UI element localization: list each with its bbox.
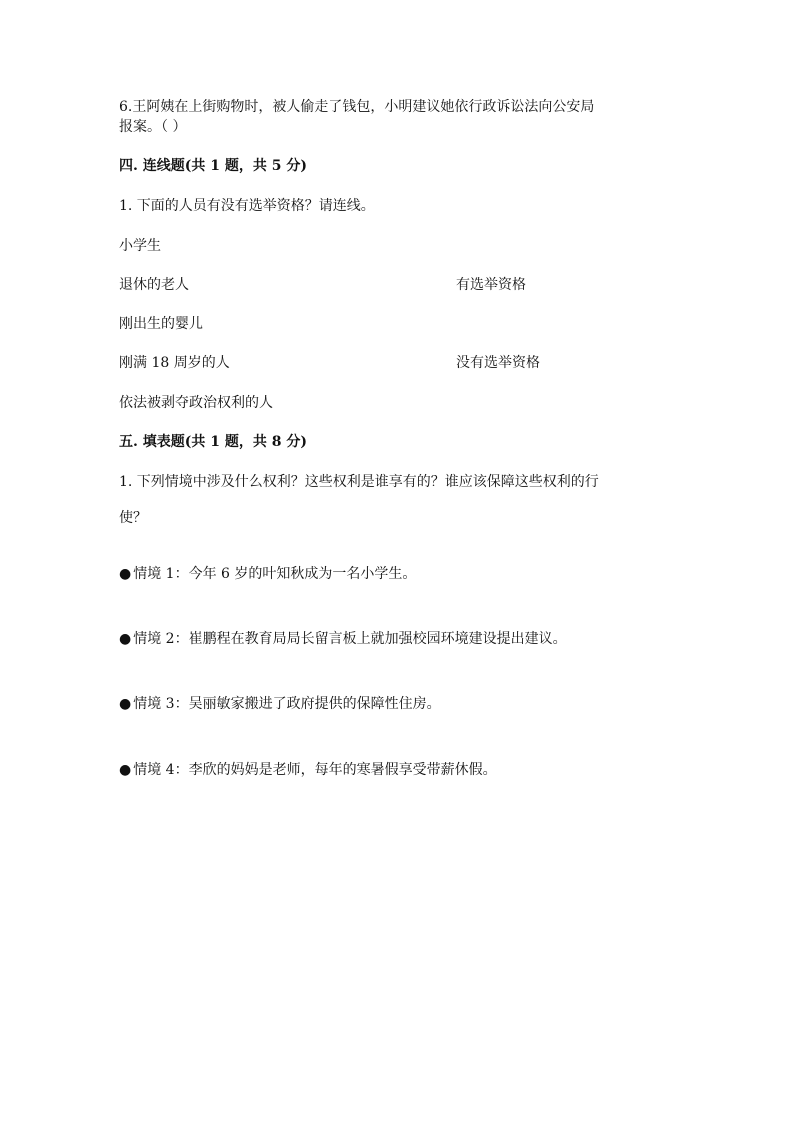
situation-4-text: 情境 4：李欣的妈妈是老师，每年的寒暑假享受带薪休假。 <box>133 762 497 778</box>
situation-1-text: 情境 1：今年 6 岁的叶知秋成为一名小学生。 <box>133 566 417 582</box>
situation-2-text: 情境 2：崔鹏程在教育局局长留言板上就加强校园环境建设提出建议。 <box>133 631 567 647</box>
matching-left-item-5: 依法被剥夺政治权利的人 <box>119 395 273 411</box>
matching-left-item-4: 刚满 18 周岁的人 <box>119 355 230 371</box>
matching-right-item-2: 没有选举资格 <box>456 355 540 371</box>
section-4-question: 1. 下面的人员有没有选举资格？请连线。 <box>119 198 375 214</box>
section-5-question-line-2: 使？ <box>119 510 147 526</box>
bullet-icon: ● <box>119 696 132 712</box>
bullet-icon: ● <box>119 762 132 778</box>
bullet-icon: ● <box>119 566 132 582</box>
bullet-icon: ● <box>119 631 132 647</box>
situation-1 <box>119 564 416 584</box>
situation-4 <box>119 760 497 780</box>
matching-left-item-1: 小学生 <box>119 238 161 254</box>
section-4-heading: 四. 连线题(共 1 题，共 5 分) <box>119 158 307 174</box>
situation-2 <box>119 629 567 649</box>
situation-3-text: 情境 3：吴丽敏家搬进了政府提供的保障性住房。 <box>133 696 441 712</box>
matching-left-item-2: 退休的老人 <box>119 277 189 293</box>
question-6-text-line-2: 报案。（ ） <box>119 119 187 135</box>
section-5-heading: 五. 填表题(共 1 题，共 8 分) <box>119 434 307 450</box>
matching-left-item-3: 刚出生的婴儿 <box>119 316 203 332</box>
section-5-question-line-1: 1. 下列情境中涉及什么权利？这些权利是谁享有的？谁应该保障这些权利的行 <box>119 474 599 490</box>
question-6-text-line-1: 6.王阿姨在上街购物时，被人偷走了钱包，小明建议她依行政诉讼法向公安局 <box>119 99 595 115</box>
matching-right-item-1: 有选举资格 <box>456 277 526 293</box>
situation-3 <box>119 694 441 714</box>
